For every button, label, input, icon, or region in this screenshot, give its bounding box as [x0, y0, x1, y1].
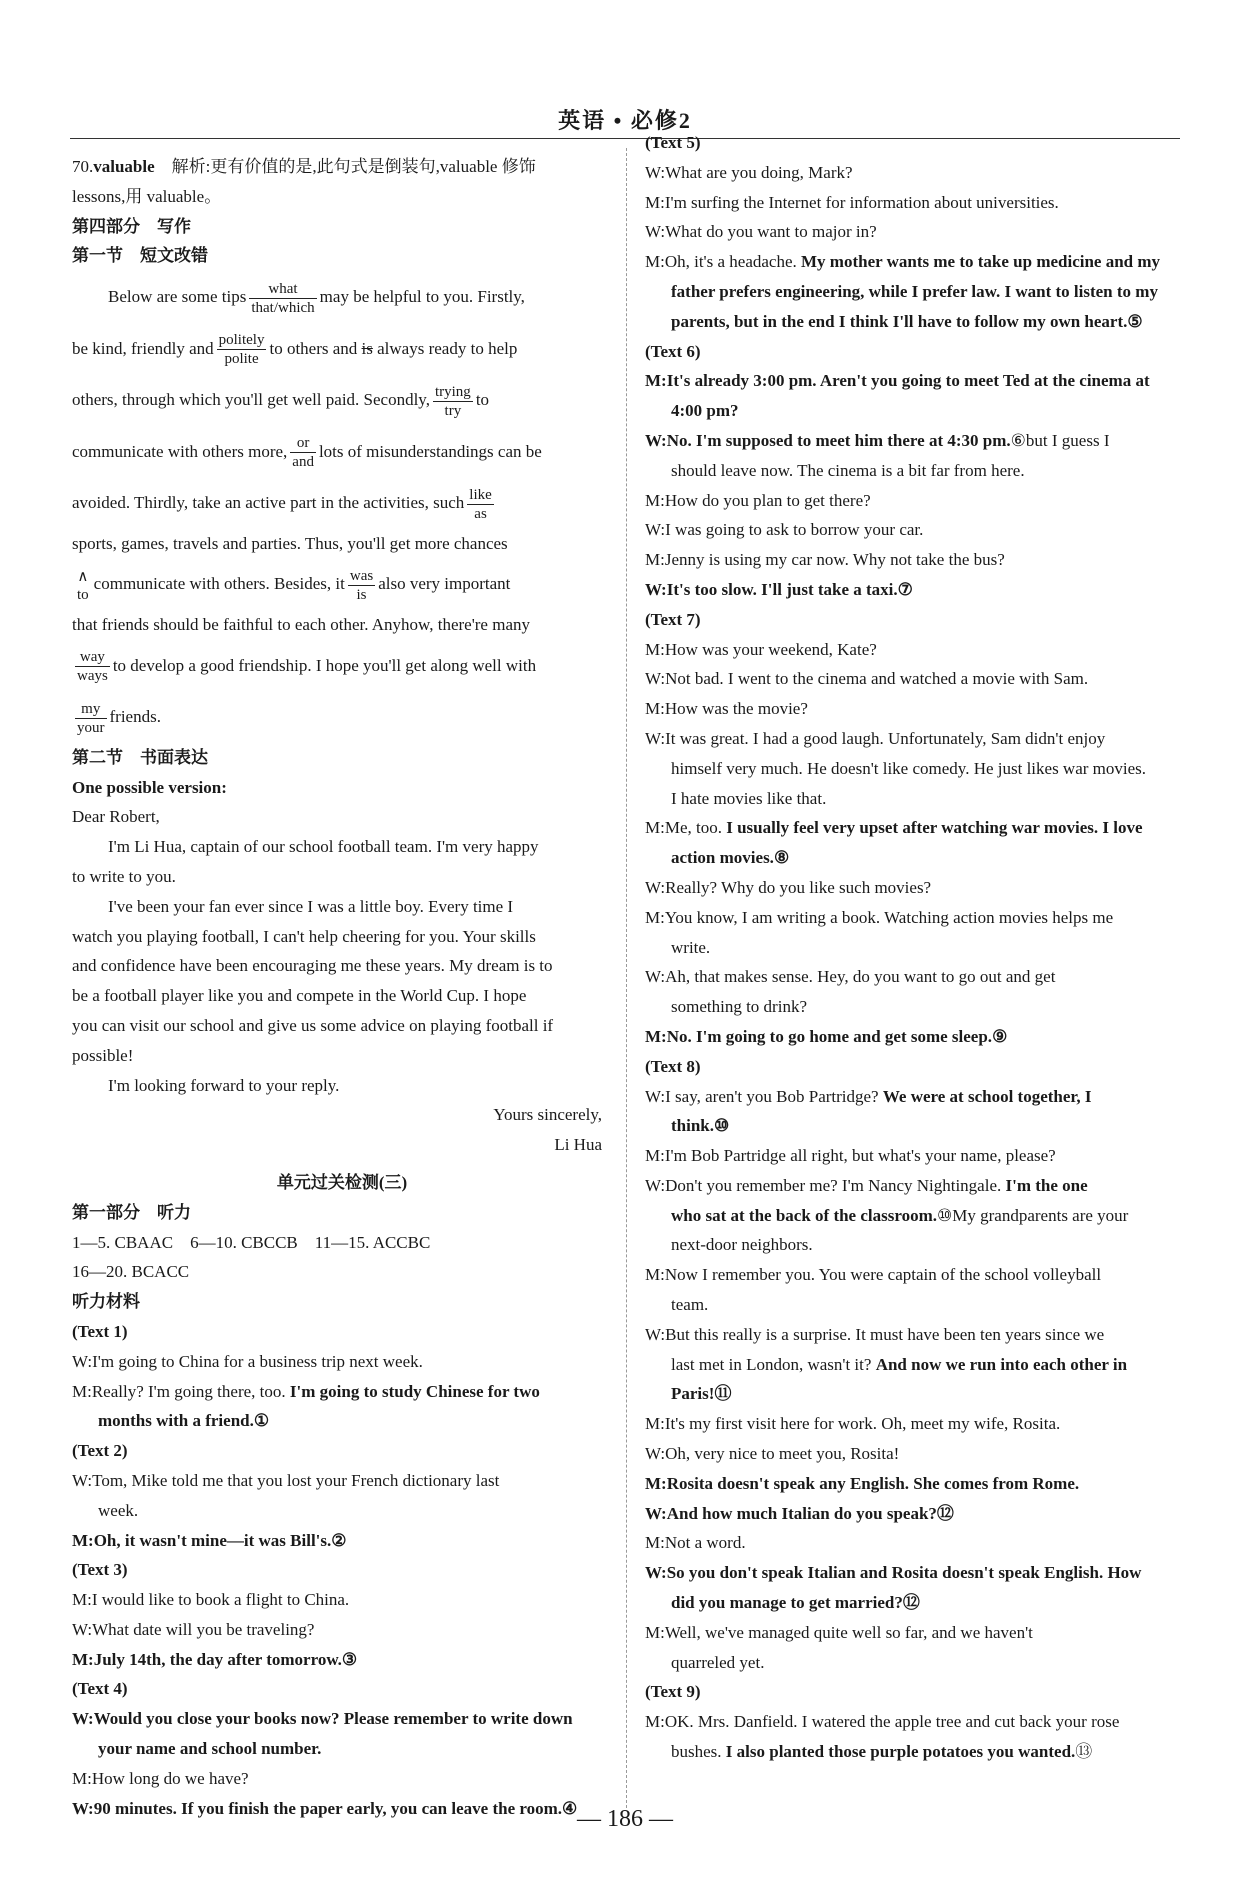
text7-w2-cont2: I hate movies like that. — [671, 788, 827, 808]
text4-w3: W:90 minutes. If you finish the paper early, you can leave the room.④ — [72, 1798, 578, 1818]
text5-m2-cont1: father prefers engineering, while I prefer law. I want to listen to my — [671, 281, 1158, 301]
deleted-word: is — [361, 338, 373, 358]
unit-title: 单元过关检测(三) — [276, 1172, 408, 1192]
possible-version: One possible version: — [72, 777, 227, 797]
text3-m2: M:July 14th, the day after tomorrow.③ — [72, 1649, 358, 1669]
text7-label: (Text 7) — [645, 609, 701, 629]
text8-w3: W:But this really is a surprise. It must have been ten years since we — [645, 1324, 1105, 1344]
text6-m3: M:Jenny is using my car now. Why not take the bus? — [645, 550, 1005, 570]
text8-w2: W:Don't you remember me? I'm Nancy Nightingale. I'm the one — [645, 1175, 1088, 1195]
text5-label: (Text 5) — [645, 133, 701, 152]
text7-m3: M:Me, too. I usually feel very upset after watching war movies. I love — [645, 818, 1143, 838]
text8-w1-cont: think.⑩ — [671, 1116, 730, 1136]
text7-m5: M:No. I'm going to go home and get some sleep.⑨ — [645, 1026, 1008, 1046]
text5-m1: M:I'm surfing the Internet for information about universities. — [645, 192, 1059, 212]
column-divider — [626, 148, 627, 1808]
text7-m1: M:How was your weekend, Kate? — [645, 639, 877, 659]
text6-w3: W:It's too slow. I'll just take a taxi.⑦ — [645, 579, 913, 599]
text1-label: (Text 1) — [72, 1321, 128, 1341]
text8-w6-cont: did you manage to get married?⑫ — [671, 1593, 920, 1613]
text6-m1: M:It's already 3:00 pm. Aren't you going to meet Ted at the cinema at — [645, 371, 1150, 391]
text1-m: M:Really? I'm going there, too. I'm going to study Chinese for two — [72, 1381, 540, 1401]
text8-m3: M:It's my first visit here for work. Oh, meet my wife, Rosita. — [645, 1414, 1061, 1434]
text7-m3-cont: action movies.⑧ — [671, 848, 790, 868]
right-column — [645, 128, 1185, 1767]
part1-heading: 第一部分 听力 — [72, 1202, 191, 1222]
letter-p3: I'm looking forward to your reply. — [108, 1075, 340, 1095]
text6-m2: M:How do you plan to get there? — [645, 490, 871, 510]
correction-line-3: others, through which you'll get well paid. Secondly, $\frac{\text{trying}}{\text{try}}$ to — [72, 383, 490, 419]
letter-p1a: I'm Li Hua, captain of our school football team. I'm very happy — [108, 837, 539, 857]
text7-w2-cont1: himself very much. He doesn't like comedy. He just likes war movies. — [671, 758, 1147, 778]
answers-2: 16—20. BCACC — [72, 1262, 190, 1282]
correction-line-10: $\frac{my}{\text{your}}$ friends. — [77, 700, 161, 736]
page-number: — 186 — — [577, 1806, 673, 1832]
text8-w6: W:So you don't speak Italian and Rosita doesn't speak English. How — [645, 1563, 1142, 1583]
text8-w2-cont2: next-door neighbors. — [671, 1235, 813, 1255]
text7-w4: W:Ah, that makes sense. Hey, do you want to go out and get — [645, 967, 1056, 987]
text9-label: (Text 9) — [645, 1682, 701, 1702]
text3-m: M:I would like to book a flight to China. — [72, 1590, 350, 1610]
text5-m2-cont2: parents, but in the end I think I'll have to follow my own heart.⑤ — [671, 311, 1143, 331]
text3-label: (Text 3) — [72, 1560, 128, 1580]
text2-label: (Text 2) — [72, 1441, 128, 1461]
section2-heading: 第二节 书面表达 — [72, 747, 208, 767]
correction-line-8: that friends should be faithful to each other. Anyhow, there're many — [72, 614, 530, 634]
correction-line-1: Below are some tips $\frac{\text{what}}{\text{that/which}}$ may be helpful to you. Firstly, — [108, 280, 525, 316]
text6-label: (Text 6) — [645, 341, 701, 361]
text6-w1-cont: should leave now. The cinema is a bit far from here. — [671, 460, 1025, 480]
text1-m-cont: months with a friend.① — [98, 1411, 270, 1431]
text6-w2: W:I was going to ask to borrow your car. — [645, 520, 924, 540]
text8-m4: M:Rosita doesn't speak any English. She comes from Rome. — [645, 1473, 1080, 1493]
text7-w3: W:Really? Why do you like such movies? — [645, 877, 932, 897]
text4-label: (Text 4) — [72, 1679, 128, 1699]
text8-w4: W:Oh, very nice to meet you, Rosita! — [645, 1444, 900, 1464]
text8-m2: M:Now I remember you. You were captain of the school volleyball — [645, 1265, 1102, 1285]
text6-w1: W:No. I'm supposed to meet him there at 4:30 pm.⑥but I guess I — [645, 430, 1110, 450]
part4-heading: 第四部分 写作 — [72, 216, 191, 236]
text8-m6-cont: quarreled yet. — [671, 1652, 765, 1672]
correction-line-9: $\frac{\text{way}}{\text{ways}}$ to develop a good friendship. I hope you'll get along well with — [77, 649, 537, 685]
text8-w5: W:And how much Italian do you speak?⑫ — [645, 1503, 954, 1523]
text8-m2-cont: team. — [671, 1295, 709, 1315]
text4-w: W:Would you close your books now? Please remember to write down — [72, 1709, 573, 1729]
text2-w: W:Tom, Mike told me that you lost your French dictionary last — [72, 1470, 500, 1490]
text2-w-cont: week. — [98, 1500, 139, 1520]
item-70: 70.valuable 解析:更有价值的是,此句式是倒装句,valuable 修饰 — [72, 157, 536, 176]
text7-m4-cont: write. — [671, 937, 711, 957]
text7-m2: M:How was the movie? — [645, 699, 808, 719]
correction-line-2: be kind, friendly and $\frac{\text{politely}}{\text{polite}}$ to others and is always ready to help — [72, 332, 518, 368]
text1-w: W:I'm going to China for a business trip next week. — [72, 1351, 423, 1371]
text8-m5: M:Not a word. — [645, 1533, 746, 1553]
letter-greeting: Dear Robert, — [72, 807, 160, 827]
text8-w3-cont2: Paris!⑪ — [671, 1384, 732, 1404]
text5-w2: W:What do you want to major in? — [645, 222, 877, 242]
text8-w2-cont: who sat at the back of the classroom.⑩My grandparents are your — [671, 1205, 1129, 1225]
correction-line-7: ∧ to communicate with others. Besides, it $\frac{\text{was}}{is}$ also very important — [77, 568, 511, 604]
correction-line-6: sports, games, travels and parties. Thus, you'll get more chances — [72, 533, 508, 553]
letter-p2c: and confidence have been encouraging me these years. My dream is to — [72, 956, 553, 976]
text7-w1: W:Not bad. I went to the cinema and watched a movie with Sam. — [645, 669, 1089, 689]
text9-m1-cont: bushes. I also planted those purple potatoes you wanted.⑬ — [671, 1742, 1093, 1762]
text7-m4: M:You know, I am writing a book. Watching action movies helps me — [645, 907, 1114, 927]
text8-label: (Text 8) — [645, 1056, 701, 1076]
text8-m6: M:Well, we've managed quite well so far, and we haven't — [645, 1622, 1033, 1642]
text7-w4-cont: something to drink? — [671, 997, 807, 1017]
header-title: 英语 • 必修2 — [558, 108, 692, 133]
answers-1: 1—5. CBAAC 6—10. CBCCB 11—15. ACCBC — [72, 1232, 431, 1252]
text2-m: M:Oh, it wasn't mine—it was Bill's.② — [72, 1530, 347, 1550]
text6-m1-cont: 4:00 pm? — [671, 401, 739, 421]
section1-heading: 第一节 短文改错 — [72, 246, 208, 266]
letter-p2a: I've been your fan ever since I was a little boy. Every time I — [108, 896, 514, 916]
letter-p2f: possible! — [72, 1045, 134, 1065]
letter-closing: Yours sincerely, — [493, 1105, 602, 1125]
material-heading: 听力材料 — [72, 1292, 140, 1312]
text5-m2: M:Oh, it's a headache. My mother wants me to take up medicine and my — [645, 252, 1161, 272]
letter-signature: Li Hua — [554, 1135, 602, 1155]
letter-p2e: you can visit our school and give us some advice on playing football if — [72, 1015, 554, 1035]
text8-w3-cont: last met in London, wasn't it? And now we run into each other in — [671, 1354, 1128, 1374]
text4-m: M:How long do we have? — [72, 1768, 249, 1788]
text8-w1: W:I say, aren't you Bob Partridge? We were at school together, I — [645, 1086, 1092, 1106]
text3-w: W:What date will you be traveling? — [72, 1619, 315, 1639]
correction-line-4: communicate with others more, $\frac{or}{\text{and}}$ lots of misunderstandings can be — [72, 435, 542, 471]
letter-p2b: watch you playing football, I can't help cheering for you. Your skills — [72, 926, 536, 946]
correction-line-5: avoided. Thirdly, take an active part in the activities, such $\frac{\text{like}}{as}$ — [72, 486, 492, 522]
text7-w2: W:It was great. I had a good laugh. Unfortunately, Sam didn't enjoy — [645, 728, 1106, 748]
item-70-cont: lessons,用 valuable。 — [72, 186, 222, 206]
text9-m1: M:OK. Mrs. Danfield. I watered the apple tree and cut back your rose — [645, 1712, 1120, 1732]
text5-w1: W:What are you doing, Mark? — [645, 162, 853, 182]
text4-w-cont: your name and school number. — [98, 1739, 322, 1759]
left-column — [72, 152, 612, 1823]
text8-m1: M:I'm Bob Partridge all right, but what's your name, please? — [645, 1146, 1056, 1166]
letter-p2d: be a football player like you and compete in the World Cup. I hope — [72, 986, 527, 1006]
letter-p1b: to write to you. — [72, 866, 176, 886]
